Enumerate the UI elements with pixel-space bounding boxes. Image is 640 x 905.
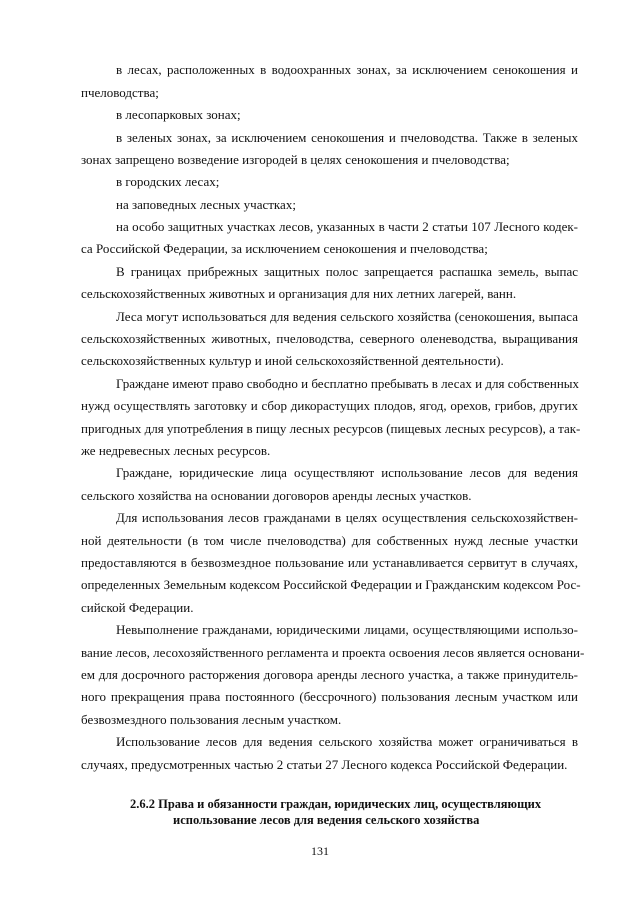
text-line: сельскохозяйственных животных и организация для них летних лагерей, ванн. bbox=[81, 286, 517, 301]
text-line: вание лесов, лесохозяйственного регламента и проекта освоения лесов является основани- bbox=[81, 645, 585, 660]
text-line: Для использования лесов гражданами в целях осуществления сельскохозяйствен- bbox=[116, 510, 578, 525]
text-line: пригодных для употребления в пищу лесных ресурсов (пищевых лесных ресурсов), а так- bbox=[81, 421, 581, 436]
text-line: В границах прибрежных защитных полос запрещается распашка земель, выпас bbox=[116, 264, 578, 279]
text-line: ем для досрочного расторжения договора аренды лесного участка, а также принудитель- bbox=[81, 667, 578, 682]
text-line: в городских лесах; bbox=[116, 174, 220, 189]
text-line: Граждане, юридические лица осуществляют использование лесов для ведения bbox=[116, 465, 578, 480]
text-line: зонах запрещено возведение изгородей в целях сенокошения и пчеловодства; bbox=[81, 152, 510, 167]
text-line: в лесах, расположенных в водоохранных зонах, за исключением сенокошения и bbox=[116, 62, 578, 77]
text-line: случаях, предусмотренных частью 2 статьи 27 Лесного кодекса Российской Федерации. bbox=[81, 757, 568, 772]
text-line: безвозмездного пользования лесным участком. bbox=[81, 712, 342, 727]
text-line: Леса могут использоваться для ведения сельского хозяйства (сенокошения, выпаса bbox=[116, 309, 578, 324]
text-line: пчеловодства; bbox=[81, 85, 159, 100]
text-line: Использование лесов для ведения сельского хозяйства может ограничиваться в bbox=[116, 734, 578, 749]
text-line: предоставляются в безвозмездное пользование или устанавливается сервитут в случаях, bbox=[81, 555, 578, 570]
text-line: ного прекращения права постоянного (бессрочного) пользования лесным участком или bbox=[81, 689, 578, 704]
section-heading: 2.6.2 Права и обязанности граждан, юридических лиц, осуществляющих bbox=[130, 797, 542, 811]
text-line: на особо защитных участках лесов, указанных в части 2 статьи 107 Лесного кодек- bbox=[116, 219, 578, 234]
text-line: в лесопарковых зонах; bbox=[116, 107, 241, 122]
text-line: Граждане имеют право свободно и бесплатно пребывать в лесах и для собственных bbox=[116, 376, 580, 391]
text-line: нужд осуществлять заготовку и сбор дикорастущих плодов, ягод, орехов, грибов, других bbox=[81, 398, 578, 413]
text-line: на заповедных лесных участках; bbox=[116, 197, 296, 212]
section-heading: использование лесов для ведения сельского хозяйства bbox=[173, 813, 480, 827]
page-number: 131 bbox=[311, 844, 329, 858]
text-line: Невыполнение гражданами, юридическими лицами, осуществляющими использо- bbox=[116, 622, 578, 637]
text-line: же недревесных лесных ресурсов. bbox=[81, 443, 271, 458]
text-line: са Российской Федерации, за исключением сенокошения и пчеловодства; bbox=[81, 241, 488, 256]
text-line: сельскохозяйственных животных, пчеловодства, северного оленеводства, выращивания bbox=[81, 331, 578, 346]
text-line: сельскохозяйственных культур и иной сельскохозяйственной деятельности). bbox=[81, 353, 504, 368]
text-line: определенных Земельным кодексом Российской Федерации и Гражданским кодексом Рос- bbox=[81, 577, 581, 592]
text-line: ной деятельности (в том числе пчеловодства) для собственных нужд лесные участки bbox=[81, 533, 578, 548]
text-line: сийской Федерации. bbox=[81, 600, 194, 615]
text-line: в зеленых зонах, за исключением сенокошения и пчеловодства. Также в зеленых bbox=[116, 130, 578, 145]
text-line: сельского хозяйства на основании договоров аренды лесных участков. bbox=[81, 488, 472, 503]
